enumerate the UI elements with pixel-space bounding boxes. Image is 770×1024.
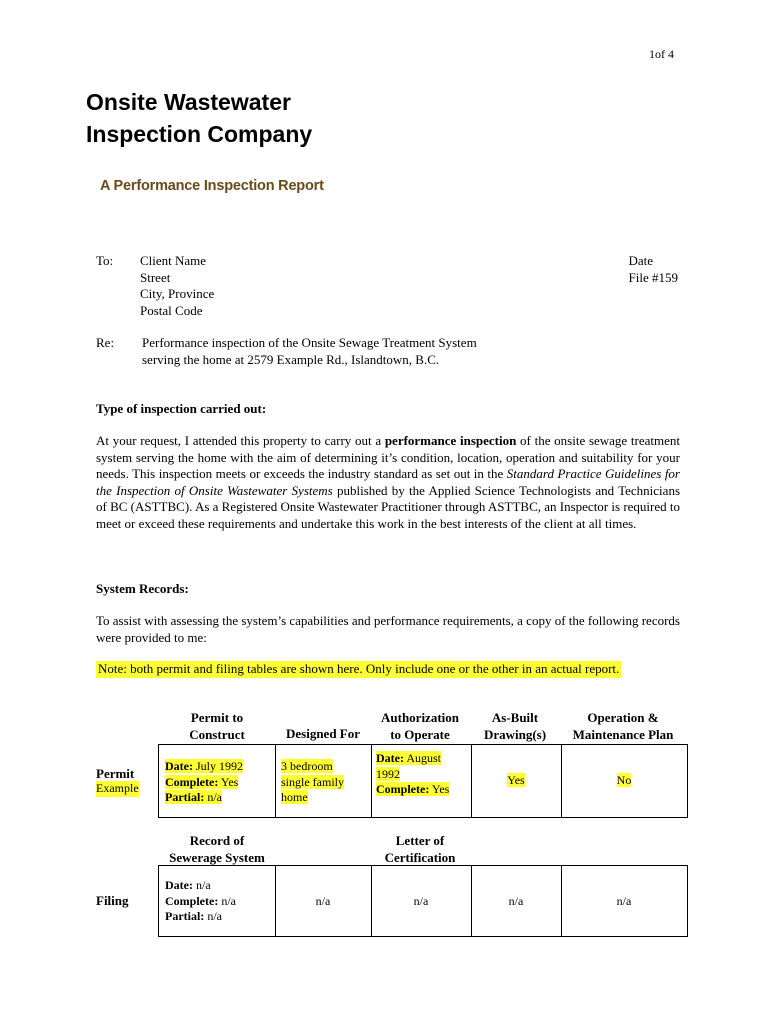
header-line: Sewerage System (169, 849, 265, 865)
label: Date: (165, 878, 193, 892)
row-sublabel-example: Example (96, 781, 139, 795)
header-designed-for (276, 726, 370, 743)
permit-table (158, 744, 688, 818)
value: home (281, 790, 308, 804)
para-part-b: of the onsite sewage treatment system serving the home with the aim of determining it’s condition, location, operation and suitability for your needs. This inspection meets or exceeds the industry standard as set out in the (96, 433, 681, 481)
header-line: Drawing(s) (483, 726, 547, 742)
letter-certification-cell: n/a (413, 894, 429, 908)
header-line: As-Built (491, 710, 539, 725)
header-om-plan (560, 710, 686, 743)
header-as-built (470, 710, 560, 743)
re-label: Re: (96, 335, 115, 350)
table-divider (371, 745, 372, 817)
header-authorization (370, 710, 470, 743)
re-subject (142, 335, 477, 368)
header-line: Certification (384, 849, 456, 865)
section-heading-inspection-type: Type of inspection carried out: (96, 401, 267, 416)
value: n/a (204, 909, 222, 923)
value: n/a (204, 790, 222, 804)
filing-table (158, 865, 688, 937)
company-name-line2: Inspection Company (86, 121, 313, 147)
client-name: Client Name (140, 253, 207, 268)
value: No (616, 773, 632, 787)
record-sewerage-cell (165, 878, 236, 925)
date-file-block (629, 253, 678, 286)
report-subtitle: A Performance Inspection Report (100, 178, 324, 194)
row-label-filing: Filing (96, 893, 129, 908)
value: Yes (218, 774, 239, 789)
filing-om-plan-cell: n/a (616, 894, 632, 908)
company-name-line1: Onsite Wastewater (86, 89, 291, 115)
report-date: Date (628, 253, 654, 268)
om-plan-cell (561, 773, 687, 789)
designed-for-cell (281, 759, 344, 806)
label: Date: (165, 759, 193, 773)
header-letter-of-certification (370, 833, 470, 866)
client-city: City, Province (140, 286, 215, 301)
client-street: Street (140, 269, 171, 285)
value: August (403, 751, 441, 765)
value: Yes (429, 782, 450, 796)
label: Complete: (165, 893, 219, 908)
permit-construct-cell (165, 759, 243, 806)
para-part-a: At your request, I attended this property to carry out a (96, 433, 385, 448)
value: n/a (192, 878, 211, 892)
label: Complete: (376, 782, 430, 796)
header-line: Letter of (395, 833, 445, 848)
to-label: To: (96, 253, 114, 268)
value: July 1992 (192, 759, 243, 773)
label: Date: (376, 751, 404, 765)
para-bold: performance inspection (384, 433, 517, 448)
header-line: Construct (189, 726, 245, 742)
table-divider (275, 745, 276, 817)
value: 1992 (376, 766, 400, 781)
note-highlight: Note: both permit and filing tables are shown here. Only include one or the other in an actual report. (98, 661, 620, 676)
para-part-c: published by the Applied Science Technologists and Technicians of BC (ASTTBC). As a Registered Onsite Wastewater Practitioner through ASTTBC, an Inspector is required to meet or exceed these requirements and undertake this work in the best interests of the client at all times. (96, 482, 681, 531)
header-line: Maintenance Plan (572, 726, 674, 742)
value: single family (281, 774, 344, 789)
company-name (86, 86, 312, 150)
header-record-of-sewerage (160, 833, 274, 866)
para-italic: Standard Practice Guidelines for the Inspection of Onsite Wastewater Systems (96, 466, 680, 498)
client-postal: Postal Code (140, 302, 203, 318)
label: Partial: (165, 909, 205, 923)
value: Yes (507, 773, 525, 787)
header-line: to Operate (390, 726, 450, 742)
header-line: Authorization (381, 710, 459, 725)
header-line: Record of (189, 833, 245, 848)
file-number: File #159 (628, 269, 678, 285)
re-line-1: Performance inspection of the Onsite Sewage Treatment System (142, 335, 477, 350)
system-records-paragraph: To assist with assessing the system’s capabilities and performance requirements, a copy of the following records were provided to me: (96, 613, 680, 645)
header-line: Permit to (190, 710, 244, 725)
section-heading-system-records: System Records: (96, 581, 189, 596)
header-line: Operation & (587, 710, 659, 725)
client-address (140, 253, 214, 319)
value: n/a (218, 893, 236, 908)
inspection-paragraph (96, 433, 680, 532)
header-permit-to-construct (160, 710, 274, 743)
label: Partial: (165, 790, 205, 804)
filing-as-built-cell: n/a (508, 894, 524, 908)
row-label-permit: Permit (96, 766, 135, 781)
as-built-cell (471, 773, 561, 789)
page-number: 1of 4 (649, 47, 674, 61)
authorization-cell (376, 751, 449, 798)
value: 3 bedroom (281, 759, 333, 773)
re-line-2: serving the home at 2579 Example Rd., Islandtown, B.C. (142, 351, 440, 367)
filing-designed-cell: n/a (315, 894, 331, 908)
label: Complete: (165, 774, 219, 789)
header-line: Designed For (285, 726, 361, 741)
